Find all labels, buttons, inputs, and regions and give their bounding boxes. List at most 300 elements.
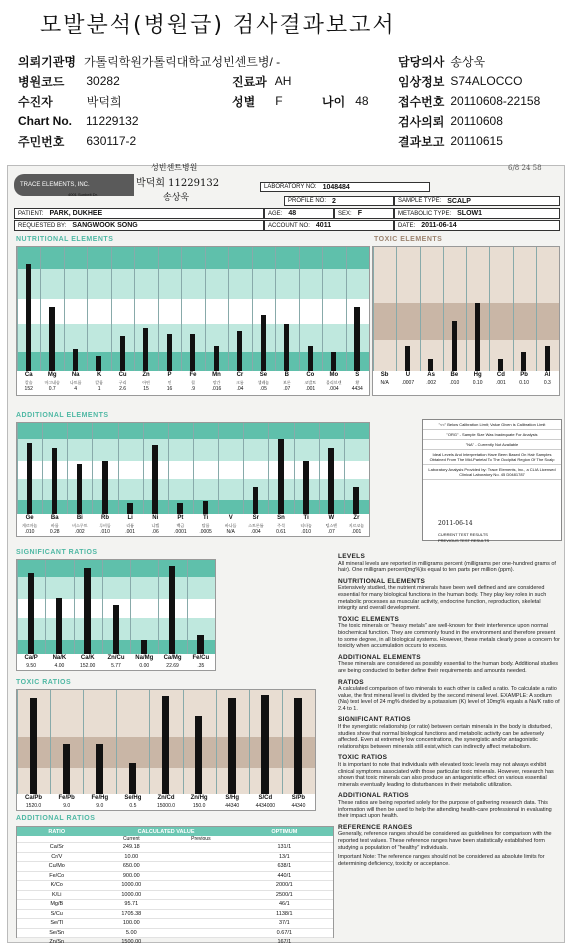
nutritional-label-5: Zn [142,372,150,378]
ratio-name: Se/Sn [49,929,65,936]
toxic-value-3: .010 [449,380,460,386]
significant-gridline [74,560,75,654]
nutritional-value-8: .016 [211,386,222,392]
significant-value-3: 5.77 [111,663,121,669]
significant-label-5: Ca/Mg [163,655,182,661]
additional-label-6: Pt [177,515,184,521]
additional-value-10: 0.61 [276,529,286,535]
date-label: DATE: [398,222,416,229]
lab-no-field [260,182,430,192]
toxic_ratios-gridline [116,690,117,794]
toxic_ratios-label-6: S/Hg [225,795,240,801]
additional-sublabel-12: 텅스텐 [325,523,338,528]
requested-field [14,220,264,231]
add-ratios-header [17,827,333,836]
additional-sublabel-9: 스트론튬 [248,523,264,528]
sex-label: SEX: [338,210,352,217]
significant-title: SIGNIFICANT RATIOS [16,549,98,556]
ratio-name: Cu/Mo [48,863,65,870]
toxic-heading: TOXIC ELEMENTS [338,615,400,623]
value-clinical-info: S74ALOCCO [450,74,523,88]
toxic_ratios-value-4: 15000.0 [156,803,176,809]
additional-ratios-table [16,826,334,945]
value-age: 48 [355,94,369,108]
add-ratio-row [17,862,333,872]
add-ratio-row [17,910,333,920]
toxic_ratios-label-3: Se/Hg [124,795,142,801]
additional-value-1: 0.28 [49,529,60,535]
toxic_ratios-gridline [17,690,18,794]
significant-bar-ca/mg [169,566,175,654]
nutritional-gridline [111,247,112,371]
toxic-gridline [443,247,444,371]
additional-label-9: Sr [252,515,260,521]
levels-text: All mineral levels are reported in milligrams percent (milligrams per one-hundred grams of hair). One milligram percent(mg%)is equal to ten parts per million (ppm). [338,560,556,574]
toxic-gridline [489,247,490,371]
label-hospital-code: 병원코드 [18,74,65,89]
nutritional-bar-mo [331,352,336,371]
value-doctor: 송상욱 [450,54,486,69]
significant-gridline [158,560,159,654]
ratio-name: Se/Tl [50,920,64,927]
additional-label-4: Li [127,515,133,521]
nutritional-bar-co [308,346,313,371]
nutritional-band [17,247,369,269]
additional-bar-ni [152,445,158,514]
nutritional-value-3: 1 [97,386,101,392]
legend-ideal-levels: Ideal Levels And Interpretation Have Been Based On Hair Samples Obtained From The Mid-Parietal To The Occipital Region Of The Scalp [423,450,561,465]
ratio-name: K/Co [50,882,63,889]
additional-label-10: Sn [277,515,285,521]
nutritional-bar-fe [190,334,195,371]
toxic_ratios-label-7: S/Cd [258,795,273,801]
toxic-bar-pb [521,352,526,371]
additional-sublabel-3: 루비듐 [99,523,111,528]
significant-ratios-chart [16,559,216,671]
significant-bar-fe/cu [197,635,203,654]
nutr-text: Extensively studied, the nutrient minerals have been well defined and are considered essential for many biological functions in the human body. They play key roles in such metabolic processes as muscular activity, endocrine function, reproduction, skeletal integrity and overall development. [338,585,547,612]
significant-label-4: Na/Mg [135,655,154,661]
additional-value-5: .06 [151,529,159,535]
account-label: ACCOUNT NO: [268,222,310,229]
legend-na: "NA" - Currently Not Available [423,440,561,450]
nutritional-label-10: Se [259,372,268,378]
significant-bar-ca/p [28,573,34,654]
additional-bar-sn [278,439,284,514]
ratio-optimum: 46/1 [278,901,290,908]
toxic-label-2: As [427,372,435,378]
label-chart-no: Chart No. [18,114,72,128]
additional-value-12: .07 [327,529,335,535]
additional-value-6: .0001 [174,529,187,535]
significant-value-5: 22.69 [166,663,179,669]
ratios-text: A calculated comparison of two minerals to each other is called a ratio. To calculate a ratio value, the first mineral level is divided by the second mineral level. EXAMPLE: A sodium (Na) test level of 24 mg% divided by a potassium (K) level of 10mg% equals a Na/K ratio of 2.4 to 1. [338,686,560,712]
sig-ratios-heading: SIGNIFICANT RATIOS [338,716,411,724]
ratio-current: 100.00 [122,920,140,927]
toxic_ratios-bar-s/hg [228,698,235,794]
header-ratio: RATIO [48,828,66,835]
nutritional-label-14: S [355,372,360,378]
age-label: AGE: [268,210,283,217]
additional-gridline [168,423,169,514]
age-field [264,208,334,219]
additional-label-3: Rb [100,515,109,521]
toxic-bar-u [405,346,410,371]
nutritional-gridline [134,247,135,371]
additional-label-8: V [228,515,233,521]
nutritional-label-13: Mo [329,372,339,378]
nutritional-sublabel-1: 마그네슘 [44,380,60,385]
ratio-current: 1000.00 [121,891,142,898]
nutritional-label-4: Cu [118,372,127,378]
ratio-current: 900.00 [122,872,140,879]
value-receipt-no: 20110608-22158 [450,94,541,108]
ratio-name: Fe/Co [49,872,65,879]
toxic-value-6: 0.10 [519,380,529,386]
reference-heading: REFERENCE RANGES [338,823,413,831]
additional-value-3: .010 [100,529,110,535]
additional-label-5: Ni [152,515,159,521]
toxic_ratios-bar-se/hg [129,763,136,794]
additional-sublabel-0: 게르마늄 [21,523,38,528]
nutritional-bar-mg [49,307,54,371]
account-field [264,220,394,231]
toxic-label-4: Hg [473,372,482,378]
significant-label-6: Fe/Cu [192,655,210,661]
significant-band [17,560,215,577]
toxic-label-5: Cd [496,372,505,378]
label-receipt-no: 접수번호 [398,94,445,109]
additional-gridline [42,423,43,514]
significant-bar-na/k [56,598,62,654]
significant-value-1: 4.00 [54,663,65,669]
significant-label-2: Ca/K [80,655,95,661]
ratio-name: Zn/Sn [49,939,65,945]
nutritional-label-1: Mg [47,372,57,378]
toxic-value-5: .001 [496,380,506,386]
add-ratio-row [17,919,333,929]
ratio-name: K/Li [52,891,62,898]
label-doctor: 담당의사 [398,54,445,69]
nutritional-label-11: B [284,372,290,378]
toxic-gridline [420,247,421,371]
toxic-gridline [536,247,537,371]
ratio-current: 95.71 [124,901,139,908]
nutritional-gridline [181,247,182,371]
nutritional-gridline [346,247,347,371]
add-ratio-row [17,929,333,939]
toxic-label-7: Al [544,372,551,378]
add-ratio-row [17,853,333,863]
additional-value-4: .001 [125,529,135,535]
nutritional-label-0: Ca [24,372,33,378]
toxic_ratios-bar-zn/cd [162,696,169,794]
additional-sublabel-7: 탈륨 [201,523,210,528]
date-field [394,220,560,231]
toxic_ratios-value-3: 0.5 [129,803,137,809]
toxic-label-0: Sb [380,372,389,378]
additional-bar-ti [303,461,309,514]
toxic_ratios-label-5: Zn/Hg [190,795,208,801]
additional-sublabel-4: 리튬 [126,523,134,528]
toxic-label-6: Pb [520,372,528,378]
add-ratios-heading: ADDITIONAL RATIOS [338,792,409,800]
toxic_ratios-bar-fe/hg [96,744,103,794]
significant-bar-ca/k [84,568,90,654]
nutritional-sublabel-14: 황 [355,380,360,385]
value-result-report: 20110615 [450,134,503,148]
additional-bar-ti [203,501,209,514]
nutritional-sublabel-0: 칼슘 [24,380,33,385]
nutritional-sublabel-6: 인 [167,380,172,385]
toxic_ratios-gridline [183,690,184,794]
toxic-gridline [466,247,467,371]
nutritional-sublabel-8: 망간 [212,380,221,385]
ratio-current: 1000.00 [121,882,142,889]
ratio-optimum: 13/1 [278,853,290,860]
important-note: Important Note: The reference ranges should not be considered as absolute limits for determining deficiency, toxicity or acceptance. [338,854,545,867]
nutritional-label-9: Cr [236,372,244,378]
patient-value: PARK, DUKHEE [49,210,103,217]
nutritional-sublabel-5: 아연 [142,380,150,385]
toxic-value-0: N/A [380,380,389,386]
additional-gridline [193,423,194,514]
additional-label-13: Zr [353,515,360,521]
nutritional-label-12: Co [306,372,315,378]
hospital-stamp: 성빈센트병원 [151,163,198,172]
significant-gridline [102,560,103,654]
nutritional-gridline [228,247,229,371]
nutritional-sublabel-4: 구리 [118,380,127,385]
additional-gridline [118,423,119,514]
significant-gridline [17,560,18,654]
nutritional-sublabel-3: 칼륨 [95,380,103,385]
scanned-report [7,165,565,943]
significant-value-6: .35 [197,663,205,669]
nutritional-sublabel-9: 크롬 [236,380,244,385]
toxic-bar-be [452,321,457,371]
reference-text: Generally, reference ranges should be considered as guidelines for comparison with the reported test values. These reference ranges have been statistically established form studying a population of "healthy" individuals. [338,831,552,851]
toxic_ratios-value-5: 150.0 [192,803,206,809]
account-value: 4011 [315,222,332,229]
toxic_ratios-bar-fe/pb [63,744,70,794]
additional-sublabel-8: 바나듐 [224,523,237,528]
value-resident-no: 630117-2 [86,134,137,148]
toxic_ratios-value-8: 44340 [291,803,306,809]
date-value: 2011-06-14 [421,222,457,229]
significant-label-1: Na/K [52,655,67,661]
nutritional-bar-cu [120,336,125,371]
sample-value: SCALP [447,197,471,205]
nutritional-value-11: .07 [283,386,291,392]
additional-gridline [67,423,68,514]
additional-gridline [344,423,345,514]
nutritional-gridline [252,247,253,371]
toxic-bar-as [428,359,433,371]
nutritional-value-5: 15 [143,386,149,392]
ratio-optimum: 37/1 [278,920,290,927]
profile-label: PROFILE NO: [288,198,327,204]
toxic_ratios-value-6: 44340 [225,803,240,809]
significant-bar-na/mg [141,640,147,654]
patient-label: PATIENT: [18,210,44,217]
ratio-current: 650.00 [122,863,140,870]
additional-text: These minerals are considered as possibly essential to the human body. Additional studies are being conducted to better define their requirements and amounts needed. [338,661,559,674]
ratio-current: 1705.38 [121,910,142,917]
sample-label: SAMPLE TYPE: [398,198,442,204]
additional-gridline [143,423,144,514]
nutritional-bar-se [261,315,266,371]
profile-value: 2 [332,197,336,205]
ratio-current: 10.00 [124,853,139,860]
label-sex: 성별 [232,94,256,109]
metabolic-field [394,208,560,219]
nutritional-value-0: 152 [24,386,33,392]
additional-gridline [294,423,295,514]
nutritional-gridline [299,247,300,371]
label-result-report: 결과보고 [398,134,445,149]
additional-gridline [92,423,93,514]
nutritional-gridline [158,247,159,371]
toxic_ratios-bar-ca/pb [30,698,37,794]
additional-sublabel-1: 바륨 [50,523,59,528]
ratio-current: 1500.00 [121,939,142,945]
sig-ratios-text: If the synergistic relationship (or ratio) between certain minerals in the body is disturbed, studies show that normal biological functions and metabolic activity can be adversely affected. Even at extremely low concentrations, the synergistic and/or antagonistic relationships between minerals still exist,which can indirectly affect metabolism. [338,724,552,750]
toxic_ratios-gridline [216,690,217,794]
lab-no-value: 1048484 [322,183,350,191]
legend-org: "ORG" - Sample Size Was Inadequate For Analysis [423,430,561,440]
metabolic-label: METABOLIC TYPE: [398,210,452,217]
ratio-optimum: 167/1 [277,939,292,945]
value-department: AH [274,74,292,88]
toxic-value-2: .002 [426,380,436,386]
add-ratios-subheader [17,836,333,843]
nutritional-sublabel-7: 철 [191,380,195,385]
nutritional-gridline [275,247,276,371]
add-ratio-row [17,881,333,891]
patient-field [14,208,264,219]
additional-value-2: .002 [74,529,85,535]
additional-label-12: W [328,515,335,521]
lab-no-label: LABORATORY NO: [264,184,317,190]
value-patient: 박덕희 [86,94,122,109]
sex-value: F [357,210,362,217]
add-ratio-row [17,872,333,882]
ratio-optimum: 0.67/1 [276,929,292,936]
additional-label-11: Ti [303,515,309,521]
nutritional-label-6: P [167,372,172,378]
toxic_ratios-bar-s/pb [294,698,301,794]
handwritten-patient: 박덕희 11229132 [136,178,220,189]
additional-bar-li [127,503,133,514]
toxic_ratios-label-1: Fe/Pb [58,795,75,801]
nutritional-bar-na [73,349,78,371]
toxic-title: TOXIC ELEMENTS [374,236,443,243]
nutritional-gridline [87,247,88,371]
label-institution: 의뢰기관명 [18,54,76,69]
nutritional-band [17,269,369,299]
significant-value-0: 9.50 [26,663,36,669]
sex-field [334,208,394,219]
sample-field [394,196,560,206]
ratio-current: 5.00 [125,929,137,936]
ratio-optimum: 440/1 [277,872,292,879]
ratio-optimum: 638/1 [277,863,292,870]
toxic-text: The toxic minerals or "heavy metals" are well-known for their interference upon normal biochemical function. They are commonly found in the environment and therefore present to some degree, in all biological systems. However, these metals clearly pose a concern for toxicity when accumulation occurs to excess. [338,623,560,650]
additional-gridline [218,423,219,514]
value-test-request: 20110608 [450,114,503,128]
nutritional-bar-s [354,307,359,371]
nutritional-value-4: 2.6 [119,386,127,392]
toxic-gridline [396,247,397,371]
ratio-optimum: 2500/1 [275,891,293,898]
additional-value-9: .004 [250,529,261,535]
additional-bar-rb [102,461,108,514]
nutritional-bar-mn [214,346,219,371]
lab-address: 4001 Sunbelt Dr. [68,192,98,197]
additional-gridline [268,423,269,514]
additional-bar-ge [27,443,33,514]
ratio-name: Mg/B [50,901,64,908]
nutr-heading: NUTRITIONAL ELEMENTS [338,577,426,585]
additional-sublabel-5: 니켈 [151,523,160,528]
toxic_ratios-label-8: S/Pb [291,795,306,801]
nutritional-label-7: Fe [189,372,197,378]
toxic-bar-hg [475,303,480,371]
nutritional-bar-b [284,324,289,371]
toxic_ratios-gridline [282,690,283,794]
handwritten-doctor: 송상욱 [163,193,190,203]
additional-title: ADDITIONAL ELEMENTS [16,412,109,419]
significant-band [17,577,215,600]
additional-value-8: N/A [226,529,235,535]
label-age: 나이 [322,94,346,109]
additional-bar-ba [52,448,58,514]
toxic-label-3: Be [450,372,459,378]
additional-bar-sr [253,487,259,514]
toxic_ratios-gridline [149,690,150,794]
additional-value-11: .010 [301,529,311,535]
nutritional-label-3: K [96,372,102,378]
ratio-name: S/Cu [50,910,63,917]
ratio-name: Cr/V [51,853,63,860]
metabolic-value: SLOW1 [457,210,483,217]
nutritional-value-13: .004 [328,386,339,392]
nutritional-gridline [205,247,206,371]
significant-label-0: Ca/P [24,655,38,661]
nutritional-label-8: Mn [212,372,221,378]
nutritional-sublabel-11: 보론 [282,380,291,385]
nutritional-value-10: .05 [259,386,267,392]
toxic-bar-al [545,346,550,371]
subheader-current: Current [122,836,140,842]
page-title: 모발분석(병원급) 검사결과보고서 [40,13,396,38]
additional-chart [16,422,370,537]
nutritional-sublabel-13: 몰리브덴 [326,380,342,385]
nutritional-value-2: 4 [74,386,78,392]
add-ratios-rows [17,843,333,945]
additional-bar-w [328,448,334,514]
nutritional-band [17,299,369,324]
additional-label-7: Ti [202,515,209,521]
additional-bar-pt [177,503,183,514]
toxic_ratios-label-0: Ca/Pb [25,795,43,801]
add-ratio-row [17,900,333,910]
label-patient: 수진자 [18,94,53,109]
additional-value-13: .001 [351,529,362,535]
nutritional-sublabel-2: 나트륨 [69,380,82,385]
add-ratio-row [17,843,333,853]
